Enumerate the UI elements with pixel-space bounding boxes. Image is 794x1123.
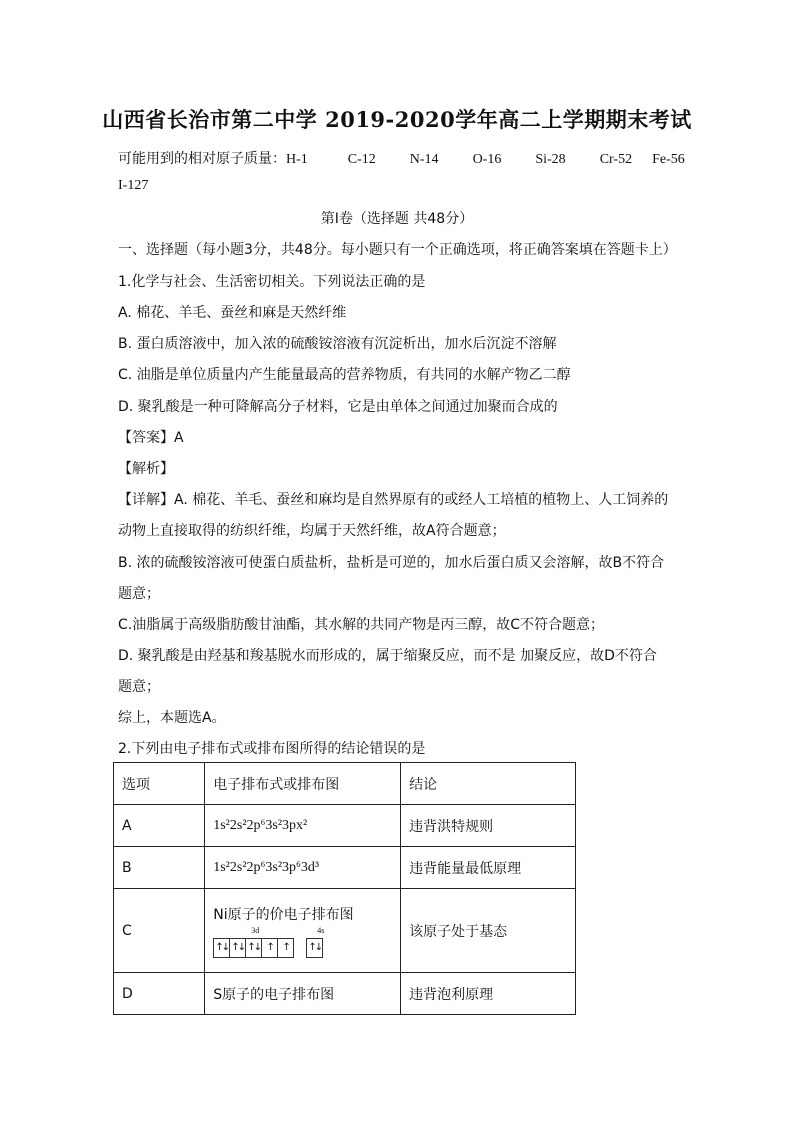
header-option: 选项 (114, 763, 205, 805)
section-title: 第Ⅰ卷（选择题 共48分） (320, 211, 474, 227)
q1-option-c: C. 油脂是单位质量内产生能量最高的营养物质，有共同的水解产物乙二醇 (118, 367, 571, 383)
orbital-box: ↑↓ (213, 938, 230, 958)
mass-i: I-127 (118, 178, 149, 193)
orbital-box: ↑ (278, 938, 294, 958)
atomic-masses (118, 148, 685, 168)
table-header-row (114, 763, 576, 805)
mass-h: H-1 (286, 152, 308, 167)
q1-option-d: D. 聚乳酸是一种可降解高分子材料，它是由单体之间通过加聚而合成的 (118, 399, 558, 415)
q1-detail-line: 【详解】A. 棉花、羊毛、蚕丝和麻均是自然界原有的或经人工培植的植物上、人工饲养的 (118, 492, 669, 508)
table-row (114, 847, 576, 889)
part-heading: 一、选择题（每小题3分，共48分。每小题只有一个正确选项，将正确答案填在答题卡上） (118, 242, 677, 258)
q2-stem: 2.下列由电子排布式或排布图所得的结论错误的是 (118, 741, 426, 757)
row-config: Ni原子的价电子排布图 (213, 906, 354, 923)
row-config: 1s²2s²2p⁶3s²3p⁶3d³ (205, 847, 401, 889)
q1-detail-line: B. 浓的硫酸铵溶液可使蛋白质盐析，盐析是可逆的，加水后蛋白质又会溶解，故B不符合 (118, 555, 665, 571)
q1-detail-line: 动物上直接取得的纺织纤维，均属于天然纤维，故A符合题意； (118, 523, 506, 539)
q1-detail-line: 综上，本题选A。 (118, 710, 226, 726)
table-row (114, 805, 576, 847)
table-row (114, 973, 576, 1015)
row-config: S原子的电子排布图 (205, 973, 401, 1015)
orbital-box: ↑↓ (306, 938, 323, 958)
q1-detail-line: D. 聚乳酸是由羟基和羧基脱水而形成的，属于缩聚反应，而不是 加聚反应，故D不符合 (118, 648, 657, 664)
row-option: D (114, 973, 205, 1015)
q1-option-b: B. 蛋白质溶液中，加入浓的硫酸铵溶液有沉淀析出，加水后沉淀不溶解 (118, 336, 557, 352)
q1-option-a: A. 棉花、羊毛、蚕丝和麻是天然纤维 (118, 305, 347, 321)
row-conclusion: 违背泡利原理 (401, 973, 576, 1015)
row-conclusion: 违背能量最低原理 (401, 847, 576, 889)
row-config: 1s²2s²2p⁶3s²3px² (205, 805, 401, 847)
q1-analysis: 【解析】 (118, 461, 174, 477)
row-conclusion: 违背洪特规则 (401, 805, 576, 847)
mass-n: N-14 (409, 152, 439, 167)
mass-si: Si-28 (535, 152, 566, 167)
row-option: C (114, 889, 205, 973)
q1-answer: 【答案】A (118, 430, 184, 446)
table-row (114, 889, 576, 973)
q1-detail-line: C.油脂属于高级脂肪酸甘油酯，其水解的共同产物是丙三醇，故C不符合题意； (118, 617, 604, 633)
mass-o: O-16 (472, 152, 502, 167)
header-conclusion: 结论 (401, 763, 576, 805)
q1-detail-line: 题意； (118, 679, 160, 695)
orbital-label-4s: 4s (317, 925, 325, 935)
ni-orbital-diagram (213, 925, 400, 958)
mass-cr: Cr-52 (599, 152, 633, 167)
row-option: B (114, 847, 205, 889)
q2-table (113, 762, 576, 1015)
row-option: A (114, 805, 205, 847)
mass-c: C-12 (347, 152, 376, 167)
row-config-cell (205, 889, 401, 973)
q1-stem: 1.化学与社会、生活密切相关。下列说法正确的是 (118, 274, 426, 290)
orbital-box: ↑↓ (246, 938, 262, 958)
header-config: 电子排布式或排布图 (205, 763, 401, 805)
q1-detail-line: 题意； (118, 586, 160, 602)
mass-fe: Fe-56 (652, 152, 685, 167)
orbital-box: ↑ (262, 938, 278, 958)
orbital-label-3d: 3d (251, 925, 260, 935)
orbital-box: ↑↓ (230, 938, 246, 958)
page-title: 山西省长治市第二中学 2019-2020学年高二上学期期末考试 (102, 107, 692, 132)
row-conclusion: 该原子处于基态 (401, 889, 576, 973)
atomic-masses-label: 可能用到的相对原子质量： (118, 151, 286, 167)
